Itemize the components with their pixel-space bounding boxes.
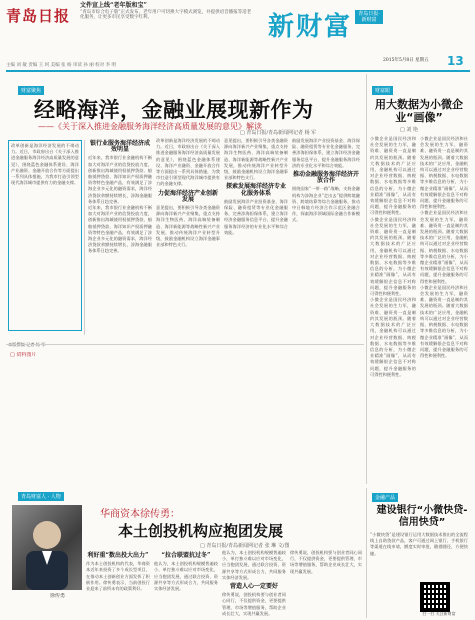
- profile-section-4: [290, 550, 362, 618]
- bank-headline: 建设银行“小微快贷-信用快贷”: [376, 505, 468, 528]
- section-heading: 营造人心一定要好: [229, 583, 278, 591]
- section-body: 围绕国家“一带一路”战略，支持金融机构为涉海企业“走出去”提供跨境融资、跨境结算等综合金融服务，推动中日韩地方经济合作示范区金融合作，探索海洋领域国际金融合作新模式。: [292, 186, 360, 223]
- section-heading: 力促海洋经济产业创新发展: [157, 189, 218, 203]
- bank-tag: 金融产品: [372, 493, 398, 502]
- issue-date: 2015年5月8日 星期五: [383, 58, 429, 63]
- section-body-cont: 近年来，我市银行业金融机构不断加大对海洋产业的信贷投放力度，创新推出海域使用权抵押贷款、船舶抵押贷款、海洋知识产权质押融资等特色金融产品，有效满足了涉海企业多元化的融资需求，海洋经济贷款余额持续增长，涉海金融服务体系日趋完善。: [88, 205, 152, 254]
- main-lead-box: [8, 140, 82, 331]
- section-heading: 推动金融服务海洋经济开放合作: [292, 171, 359, 185]
- right-body-cont: 小微企业是国民经济和社会发展的生力军，融资难、融资贵一直是制约其发展的瓶颈。随着大数据技术的广泛应用，金融机构可以通过对企业经营数据、纳税数据、水电数据等多维信息的分析，为小微企业精准“画像”，从而有效缓解银企信息不对称问题，提升金融服务的可得性和便利性。: [370, 297, 416, 377]
- profile-section-3: [222, 550, 286, 618]
- section-logo-tag: 青岛日报·新财富: [355, 10, 383, 24]
- main-byline: □ 青岛日报/青岛新闻网记者 杨 军: [240, 130, 317, 136]
- right-body-cont: 小微企业是国民经济和社会发展的生力军，融资难、融资贵一直是制约其发展的瓶颈。随着大数据技术的广泛应用，金融机构可以通过对企业经营数据、纳税数据、水电数据等多维信息的分析，为小微企业精准“画像”，从而有效缓解银企信息不对称问题，提升金融服务的可得性和便利性。: [420, 210, 468, 284]
- page-number: 13: [447, 54, 464, 68]
- section-heading: 银行业服务海洋经济成效明显: [89, 140, 150, 154]
- main-author-line: [8, 342, 82, 348]
- main-subhead: ——《关于深入推进金融服务海洋经济高质量发展的意见》解读: [38, 122, 262, 131]
- editor-credits: 主编 刘 敏 责编 王 珂 美编 张 杨 审读 孙 丽 校对 李 明: [6, 63, 117, 68]
- section-body: 他认为，本土创投机构规模普遍较小，单打独斗难以应对市场变化，应当抱团发展，通过联合投资、资源共享等方式形成合力，共同服务实体经济发展。: [222, 550, 286, 580]
- right-body-col-2: [420, 136, 468, 476]
- main-section-2: [156, 138, 220, 338]
- section-body: 意见提出，要积极引导各类金融资源向海洋新兴产业聚集，重点支持海洋生物医药、海洋高端装备制造、海洋新能源等战略性新兴产业发展，推动传统海洋产业转型升级，鼓励金融机构设立海洋金融事业部和特色支行。: [156, 205, 220, 248]
- masthead-notice: [80, 3, 255, 21]
- main-article-tag: 财富聚焦: [18, 86, 44, 95]
- right-body-cont: 小微企业是国民经济和社会发展的生力军，融资难、融资贵一直是制约其发展的瓶颈。随着大数据技术的广泛应用，金融机构可以通过对企业经营数据、纳税数据、水电数据等多维信息的分析，为小微企业精准“画像”，从而有效缓解银企信息不对称问题，提升金融服务的可得性和便利性。: [370, 216, 416, 297]
- portrait-photo: [12, 505, 82, 590]
- profile-section-2: [154, 550, 218, 618]
- portrait-caption: 徐传勇: [50, 593, 66, 599]
- section-logo: 新财富: [268, 12, 353, 42]
- main-section-1: [88, 138, 152, 338]
- profile-byline: □ 青岛日报/青岛新闻网记者 张 琳 文/图: [200, 543, 290, 549]
- profile-subtitle: 华商资本徐传勇：: [100, 509, 180, 520]
- right-body-col-1: [370, 136, 416, 476]
- column-divider: [366, 488, 367, 618]
- bank-body: “小微快贷”是建设银行运用大数据技术推出的全流程线上自助贷款产品，客户可通过网上银行、手机银行等渠道在线申请，额度实时审批，随借随还，方便快捷。: [370, 532, 468, 556]
- right-headline: 用大数据为小微企业“画像”: [375, 98, 463, 124]
- main-section-4: [292, 138, 360, 338]
- section-body: 改革创新是海洋经济发展的不竭动力。近日，市政府出台《关于深入推进金融服务海洋经济高质量发展的意见》，围绕蓝色金融体系建设、海洋产业融资、金融开放合作等方面提出一系列具体措施，为我市打造引领型现代海洋城市提供有力的金融支撑。: [156, 138, 220, 187]
- profile-section-1: [86, 550, 150, 618]
- section-body: 他认为，本土创投机构规模普遍较小，单打独斗难以应对市场变化，应当抱团发展，通过联合投资、资源共享等方式形成合力，共同服务实体经济发展。: [154, 561, 218, 592]
- newspaper-logo: 青岛日报: [6, 7, 71, 25]
- right-body: 小微企业是国民经济和社会发展的生力军，融资难、融资贵一直是制约其发展的瓶颈。随着大数据技术的广泛应用，金融机构可以通过对企业经营数据、纳税数据、水电数据等多维信息的分析，为小微企业精准“画像”，从而有效缓解银企信息不对称问题，提升金融服务的可得性和便利性。: [370, 136, 416, 216]
- section-body: 徐传勇说，创投机构要与创业者同心同行，不仅提供资金，更要提供管理、市场等增值服务，帮助企业成长壮大，实现共赢发展。: [290, 550, 362, 574]
- main-caption: □ 资料图片: [10, 352, 37, 358]
- right-body: 小微企业是国民经济和社会发展的生力军，融资难、融资贵一直是制约其发展的瓶颈。随着大数据技术的广泛应用，金融机构可以通过对企业经营数据、纳税数据、水电数据等多维信息的分析，为小微企业精准“画像”，从而有效缓解银企信息不对称问题，提升金融服务的可得性和便利性。: [420, 136, 468, 210]
- masthead-notice-body: “青岛市综合电子版”正式发布，老年用户可切换大字模式浏览，并提供语音播报等适老化服务，让更多市民享受数字红利。: [80, 9, 252, 20]
- section-body: 近年来，我市银行业金融机构不断加大对海洋产业的信贷投放力度，创新推出海域使用权抵押贷款、船舶抵押贷款、海洋知识产权质押融资等特色金融产品，有效满足了涉海企业多元化的融资需求，海洋经济贷款余额持续增长，涉海金融服务体系日趋完善。: [88, 155, 152, 204]
- main-section-3: [224, 138, 288, 338]
- profile-headline: 本土创投机构应抱团发展: [118, 522, 284, 540]
- main-headline: 经略海洋，金融业展现新作为: [34, 98, 314, 122]
- right-body-cont: 小微企业是国民经济和社会发展的生力军，融资难、融资贵一直是制约其发展的瓶颈。随着大数据技术的广泛应用，金融机构可以通过对企业经营数据、纳税数据、水电数据等多维信息的分析，为小微企业精准“画像”，从而有效缓解银企信息不对称问题，提升金融服务的可得性和便利性。: [420, 284, 468, 359]
- profile-tag: 青岛财富人 · 人物: [18, 492, 64, 501]
- right-article-tag: 财富眼: [372, 86, 393, 95]
- column-divider: [84, 140, 85, 335]
- qr-code-icon[interactable]: [420, 582, 450, 612]
- main-lead-text: 改革创新是海洋经济发展的不竭动力。近日，市政府出台《关于深入推进金融服务海洋经济高质量发展的意见》，围绕蓝色金融体系建设、海洋产业融资、金融开放合作等方面提出一系列具体措施，为我市打造引领型现代海洋城市提供有力的金融支撑。: [11, 143, 79, 186]
- section-heading: “拉合联盟抗过冬”: [161, 552, 211, 559]
- section-body: 鼓励发展海洋产业投资基金、海洋保险、融资租赁等专业化金融服务，完善涉海担保体系，建立海洋经济金融服务信息平台，提升金融服务海洋经济的专业化水平和综合效能。: [292, 138, 360, 168]
- section-body: 徐传勇说，创投机构要与创业者同心同行，不仅提供资金，更要提供管理、市场等增值服务，帮助企业成长壮大，实现共赢发展。: [222, 592, 286, 616]
- section-body: 意见提出，要积极引导各类金融资源向海洋新兴产业聚集，重点支持海洋生物医药、海洋高端装备制造、海洋新能源等战略性新兴产业发展，推动传统海洋产业转型升级，鼓励金融机构设立海洋金融事业部和特色支行。: [224, 138, 288, 181]
- section-body: 作为本土创投机构的代表，华商资本近年来投资了多个成长型项目，在推动本土创新创业方面发挥了积极作用。徐传勇表示，当前创投行业迎来了前所未有的政策利好。: [86, 561, 150, 592]
- column-divider: [366, 74, 367, 484]
- section-body: 鼓励发展海洋产业投资基金、海洋保险、融资租赁等专业化金融服务，完善涉海担保体系，建立海洋经济金融服务信息平台，提升金融服务海洋经济的专业化水平和综合效能。: [224, 198, 288, 235]
- masthead-rule: [6, 70, 470, 72]
- right-byline: □ 刘 艳: [400, 127, 418, 133]
- section-heading: 探索发展海洋经济专业化服务体系: [225, 183, 286, 197]
- masthead-notice-title: 文件宣上线“老年版和宝”: [80, 2, 147, 9]
- section-heading: 利好重“数出投大出力”: [87, 552, 149, 559]
- section-divider: [6, 344, 364, 345]
- person-icon: [12, 505, 82, 590]
- qr-caption: 扫一扫 关注新财富: [422, 611, 456, 616]
